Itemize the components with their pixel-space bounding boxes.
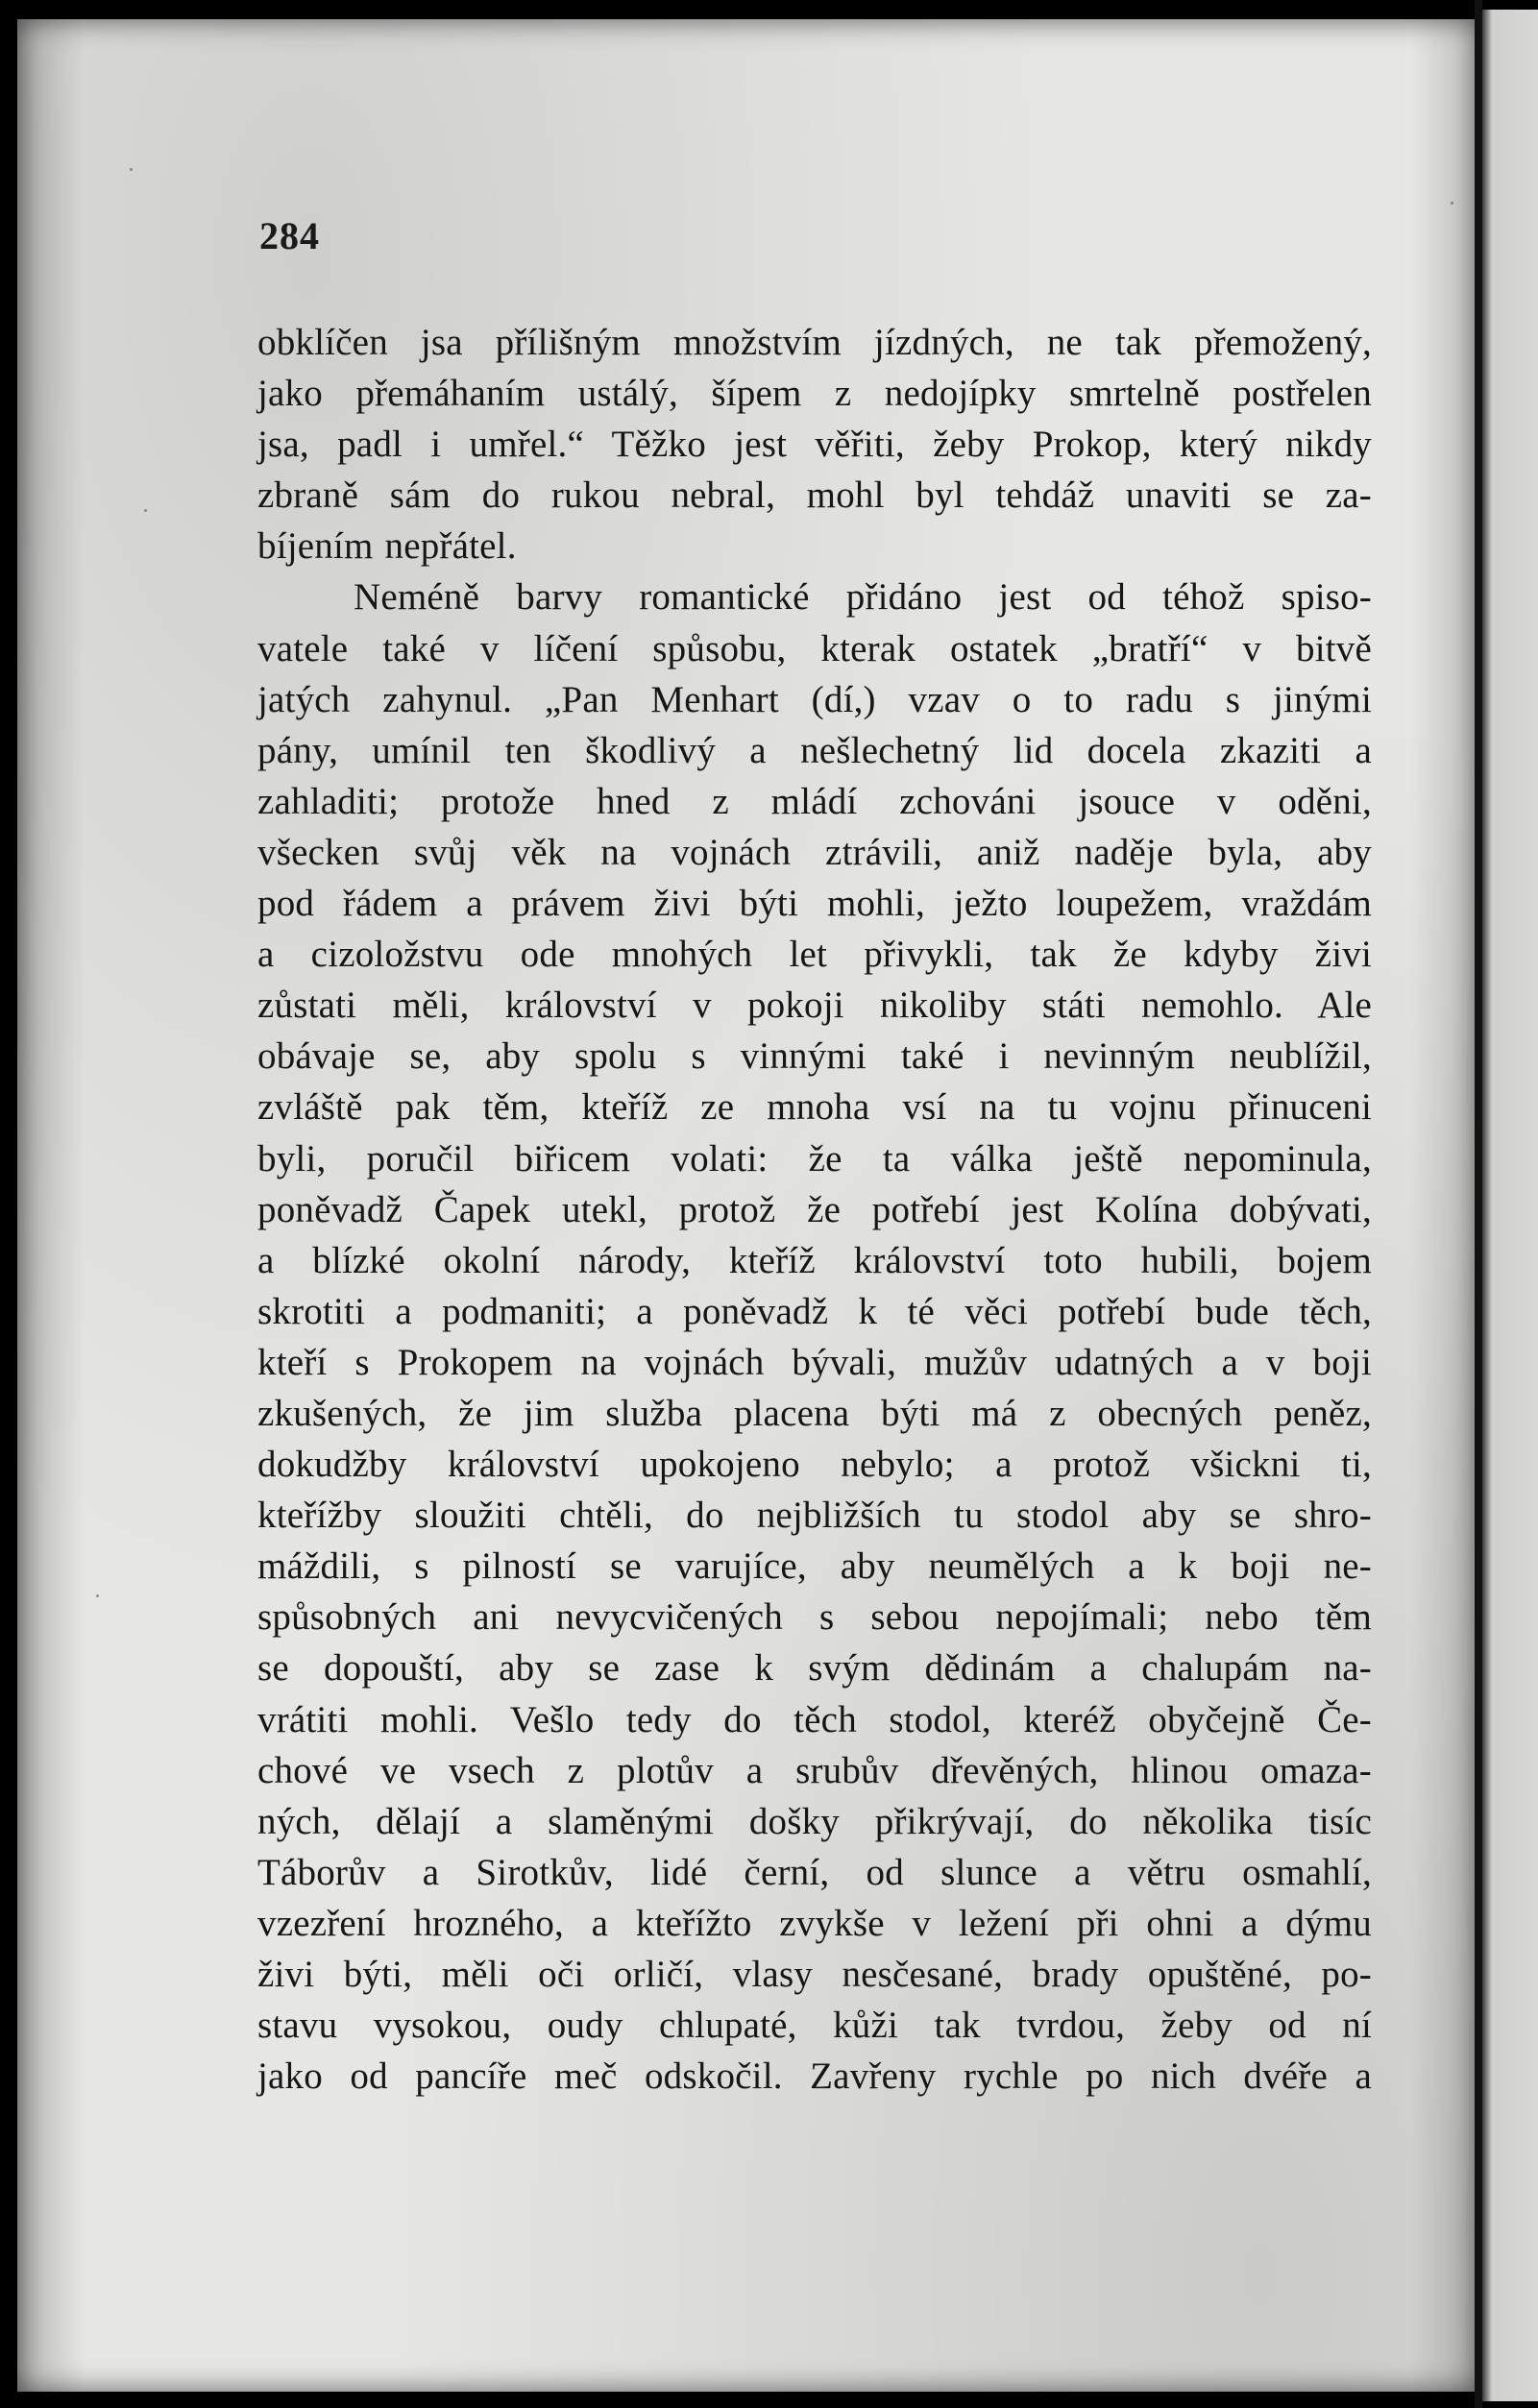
text-line: pod řádem a právem živi býti mohli, ježto loupežem, vraždám bbox=[257, 883, 1372, 925]
text-line: dokudžby království upokojeno nebylo; a protož všickni ti, bbox=[257, 1444, 1372, 1486]
next-page-edge bbox=[1482, 10, 1538, 2401]
text-line: vatele také v líčení spůsobu, kterak ostatek „bratří“ v bitvě bbox=[257, 627, 1372, 669]
text-line: chové ve vsech z plotův a srubův dřevěných, hlinou omaza- bbox=[257, 1749, 1372, 1791]
text-line: obklíčen jsa přílišným množstvím jízdných, ne tak přemožený, bbox=[257, 322, 1372, 363]
page-number: 284 bbox=[259, 214, 320, 257]
text-line: máždili, s pilností se varujíce, aby neumělých a k boji ne- bbox=[257, 1545, 1372, 1588]
body-text bbox=[257, 317, 1372, 2102]
text-line: jako přemáhaním ustálý, šípem z nedojípky smrtelně postřelen bbox=[257, 373, 1372, 415]
text-line: a cizoložstvu ode mnohých let přivykli, tak že kdyby živi bbox=[257, 934, 1372, 976]
text-line: kteří s Prokopem na vojnách bývali, mužův udatných a v boji bbox=[257, 1341, 1372, 1383]
paragraph-start-line: Neméně barvy romantické přidáno jest od téhož spiso- bbox=[354, 576, 1372, 619]
text-line: byli, poručil biřicem volati: že ta válka ještě nepominula, bbox=[257, 1137, 1372, 1180]
text-line: poněvadž Čapek utekl, protož že potřebí jest Kolína dobývati, bbox=[257, 1188, 1372, 1230]
paper-speck bbox=[130, 168, 133, 171]
text-line: bíjením nepřátel. bbox=[257, 525, 517, 568]
text-line: zahladiti; protože hned z mládí zchováni jsouce v oděni, bbox=[257, 780, 1372, 822]
text-line: kteřížby sloužiti chtěli, do nejbližších tu stodol aby se shro- bbox=[257, 1495, 1372, 1537]
text-line: pány, umínil ten škodlivý a nešlechetný lid docela zkaziti a bbox=[257, 729, 1372, 771]
text-line: vrátiti mohli. Vešlo tedy do těch stodol, kteréž obyčejně Če- bbox=[257, 1698, 1372, 1740]
text-line: stavu vysokou, oudy chlupaté, kůži tak tvrdou, žeby od ní bbox=[257, 2005, 1372, 2047]
paper-speck bbox=[96, 1594, 99, 1597]
text-line: jatých zahynul. „Pan Menhart (dí,) vzav o to radu s jinými bbox=[257, 678, 1372, 720]
text-line: zůstati měli, království v pokoji nikoliby státi nemohlo. Ale bbox=[257, 985, 1372, 1027]
text-line: zbraně sám do rukou nebral, mohl byl tehdáž unaviti se za- bbox=[257, 474, 1372, 517]
paper-speck bbox=[144, 509, 147, 512]
text-line: vzezření hrozného, a kteřížto zvykše v ležení při ohni a dýmu bbox=[257, 1902, 1372, 1944]
text-line: jako od pancíře meč odskočil. Zavřeny rychle po nich dvéře a bbox=[257, 2055, 1372, 2098]
text-line: zkušených, že jim služba placena býti má z obecných peněz, bbox=[257, 1392, 1372, 1434]
page-gutter bbox=[1475, 0, 1482, 2408]
text-line: Táborův a Sirotkův, lidé černí, od slunce a větru osmahlí, bbox=[257, 1851, 1372, 1893]
text-line: zvláště pak těm, kteříž ze mnoha vsí na tu vojnu přinuceni bbox=[257, 1086, 1372, 1129]
text-line: spůsobných ani nevycvičených s sebou nepojímali; nebo těm bbox=[257, 1596, 1372, 1639]
text-line: se dopouští, aby se zase k svým dědinám a chalupám na- bbox=[257, 1647, 1372, 1690]
text-line: živi býti, měli oči orličí, vlasy nesčesané, brady opuštěné, po- bbox=[257, 1954, 1372, 1995]
text-line: obávaje se, aby spolu s vinnými také i nevinným neublížil, bbox=[257, 1035, 1372, 1078]
text-line: skrotiti a podmaniti; a poněvadž k té věci potřebí bude těch, bbox=[257, 1290, 1372, 1332]
text-line: všecken svůj věk na vojnách ztrávili, aniž naděje byla, aby bbox=[257, 831, 1372, 873]
text-line: a blízké okolní národy, kteříž království toto hubili, bojem bbox=[257, 1239, 1372, 1281]
paper-speck bbox=[1451, 202, 1453, 205]
text-line: ných, dělají a slaměnými došky přikrývají, do několika tisíc bbox=[257, 1800, 1372, 1842]
text-line: jsa, padl i umřel.“ Těžko jest věřiti, žeby Prokop, který nikdy bbox=[257, 424, 1372, 466]
